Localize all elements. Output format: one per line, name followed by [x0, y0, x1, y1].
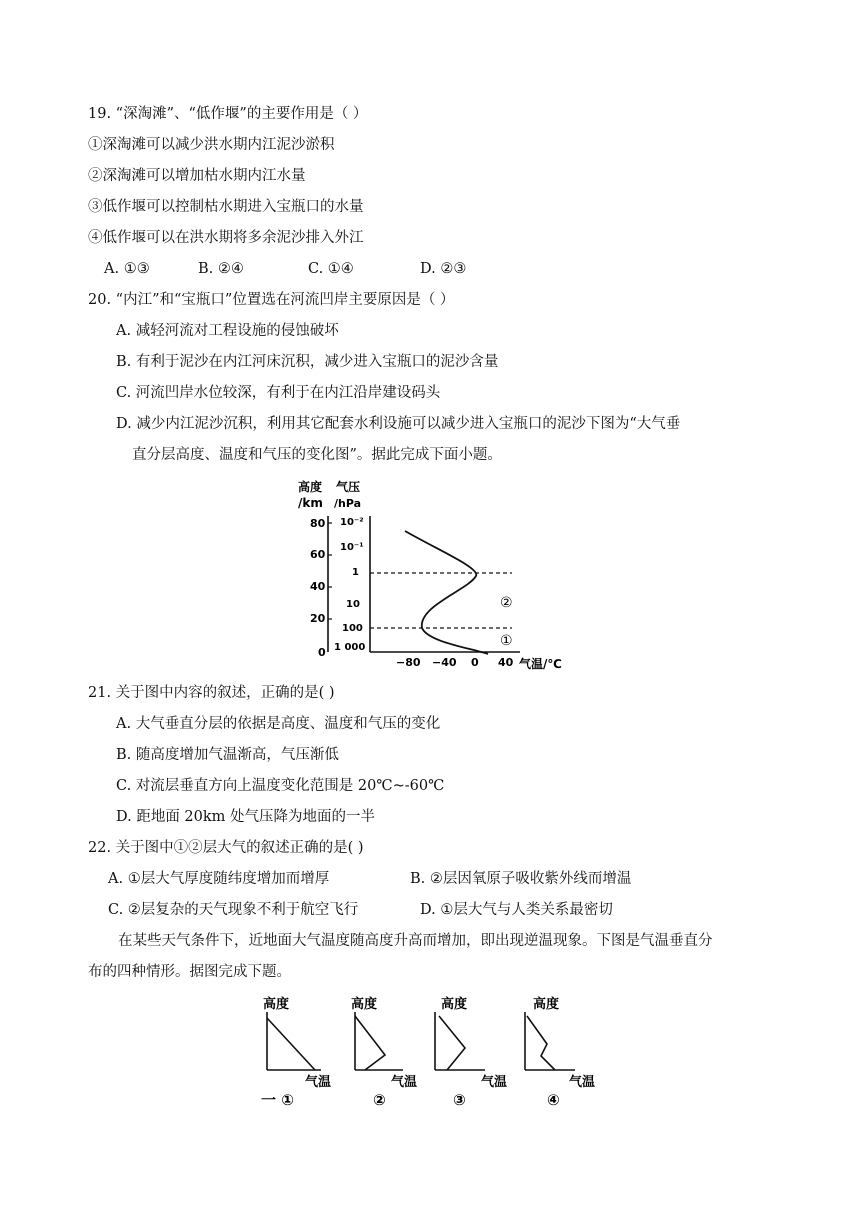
q19-option-d: D. ②③	[420, 261, 467, 277]
q19-stem: 19. “深淘滩”、“低作堰”的主要作用是（ ）	[88, 106, 368, 122]
temperature-profile-figure	[255, 992, 615, 1112]
panel1-y-label: 高度	[263, 997, 290, 1012]
height-tick-60: 60	[310, 548, 326, 561]
q19-item-3: ③低作堰可以控制枯水期进入宝瓶口的水量	[88, 199, 364, 215]
q21-option-d: D. 距地面 20km 处气压降为地面的一半	[116, 809, 376, 825]
temp-tick-minus80: −80	[396, 656, 421, 669]
q22-stem: 22. 关于图中①②层大气的叙述正确的是( )	[88, 840, 364, 856]
q21-option-b: B. 随高度增加气温渐高，气压渐低	[116, 747, 339, 763]
layer-label-2: ②	[500, 595, 513, 611]
temp-tick-minus40: −40	[432, 656, 457, 669]
layer-label-1: ①	[500, 633, 513, 649]
height-tick-80: 80	[310, 517, 326, 530]
panel3-profile	[439, 1016, 465, 1070]
q22-option-c: C. ②层复杂的天气现象不利于航空飞行	[108, 902, 359, 918]
temp-axis-label: 气温/℃	[519, 657, 562, 671]
q20-continuation: 直分层高度、温度和气压的变化图”。据此完成下面小题。	[132, 447, 502, 463]
profile-panel-4	[525, 996, 595, 1109]
q20-option-c: C. 河流凹岸水位较深，有利于在内江沿岸建设码头	[116, 385, 441, 401]
q22-option-d: D. ①层大气与人类关系最密切	[420, 902, 613, 918]
height-axis-unit: /km	[298, 496, 323, 510]
profile-panel-3	[435, 996, 507, 1109]
panel4-profile	[527, 1016, 555, 1070]
height-tick-20: 20	[310, 612, 326, 625]
panel1-x-label: 气温	[305, 1075, 332, 1090]
panel3-caption: ③	[453, 1091, 466, 1109]
q22-option-a: A. ①层大气厚度随纬度增加而增厚	[108, 871, 330, 887]
pressure-tick-1e-1: 10⁻¹	[340, 542, 364, 553]
pressure-axis-unit: /hPa	[334, 497, 362, 510]
panel4-x-label: 气温	[569, 1075, 596, 1090]
atmosphere-layer-chart	[290, 476, 570, 674]
panel3-y-label: 高度	[441, 997, 468, 1012]
panel4-caption: ④	[547, 1091, 560, 1109]
height-tick-40: 40	[310, 580, 326, 593]
temp-tick-0: 0	[471, 656, 479, 669]
q20-option-a: A. 减轻河流对工程设施的侵蚀破坏	[116, 323, 339, 339]
pressure-axis-title: 气压	[336, 480, 361, 494]
q20-stem: 20. “内江”和“宝瓶口”位置选在河流凹岸主要原因是（ ）	[88, 292, 455, 308]
q19-option-b: B. ②④	[198, 261, 244, 277]
q19-item-4: ④低作堰可以在洪水期将多余泥沙排入外江	[88, 230, 364, 246]
height-axis-title: 高度	[298, 480, 323, 494]
q19-item-1: ①深淘滩可以减少洪水期内江泥沙淤积	[88, 137, 335, 153]
panel1-caption: 一 ①	[261, 1091, 294, 1109]
q21-option-c: C. 对流层垂直方向上温度变化范围是 20℃~-60℃	[116, 778, 445, 794]
q22-option-b: B. ②层因氧原子吸收紫外线而增温	[410, 871, 632, 887]
q21-option-a: A. 大气垂直分层的依据是高度、温度和气压的变化	[116, 716, 441, 732]
panel2-caption: ②	[373, 1091, 386, 1109]
pressure-tick-1000: 1 000	[334, 642, 366, 653]
pressure-tick-1e-2: 10⁻²	[340, 517, 364, 528]
intro-line-1: 在某些天气条件下，近地面大气温度随高度升高而增加，即出现逆温现象。下图是气温垂直分	[118, 933, 713, 949]
panel4-y-label: 高度	[533, 997, 560, 1012]
intro-line-2: 布的四种情形。据图完成下题。	[88, 964, 291, 980]
panel1-profile	[267, 1018, 315, 1070]
panel2-x-label: 气温	[391, 1075, 418, 1090]
pressure-tick-100: 100	[342, 623, 363, 634]
pressure-tick-1: 1	[352, 567, 359, 578]
q20-option-d: D. 减少内江泥沙沉积，利用其它配套水利设施可以减少进入宝瓶口的泥沙下图为“大气垂	[116, 416, 681, 432]
q19-option-c: C. ①④	[308, 261, 354, 277]
panel2-y-label: 高度	[351, 997, 378, 1012]
profile-panel-2	[351, 996, 417, 1109]
q21-stem: 21. 关于图中内容的叙述，正确的是( )	[88, 685, 335, 701]
profile-panel-1	[261, 996, 331, 1109]
panel3-x-label: 气温	[481, 1075, 508, 1090]
q19-option-a: A. ①③	[104, 261, 150, 277]
temperature-curve	[405, 531, 488, 654]
height-tick-0: 0	[318, 646, 326, 659]
q19-item-2: ②深淘滩可以增加枯水期内江水量	[88, 168, 306, 184]
q20-option-b: B. 有利于泥沙在内江河床沉积，减少进入宝瓶口的泥沙含量	[116, 354, 499, 370]
pressure-tick-10: 10	[346, 599, 360, 610]
panel2-profile	[355, 1016, 385, 1070]
temp-tick-40: 40	[498, 656, 514, 669]
